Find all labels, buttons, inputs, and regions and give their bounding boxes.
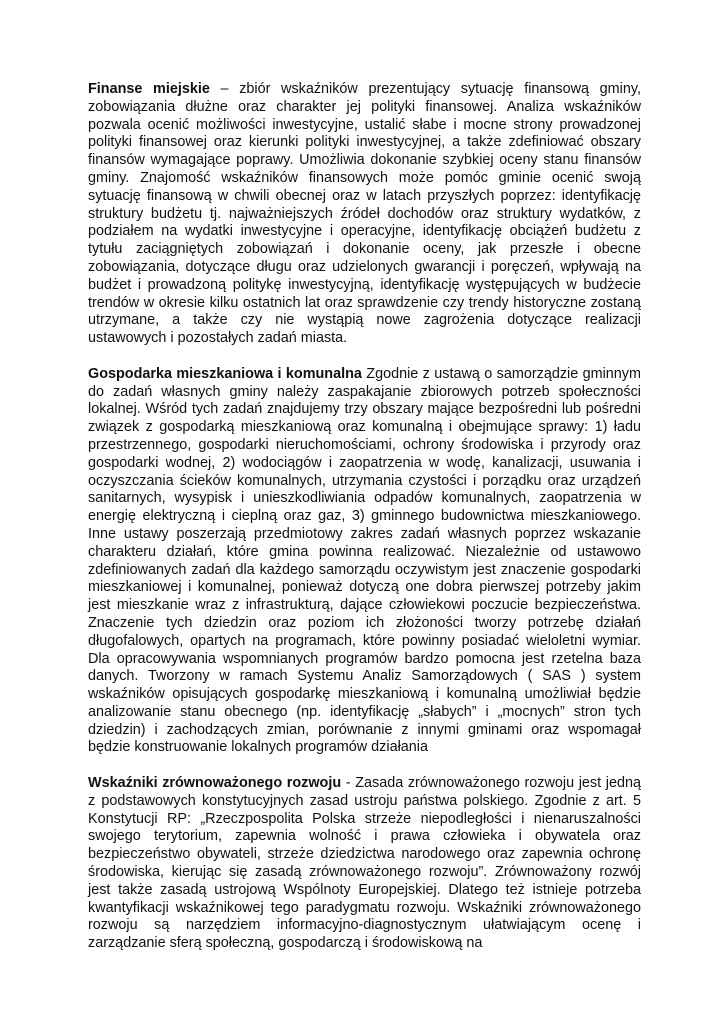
section-text: - Zasada zrównoważonego rozwoju jest jedną z podstawowych konstytucyjnych zasad ustroju państwa polskiego. Zgodnie z art. 5 Konstytucji RP: „Rzeczpospolita Polska strzeże niepodległości i nienaruszalności swojego terytorium, zapewnia wolność i prawa człowieka i obywatela oraz bezpieczeństwo obywateli, strzeże dziedzictwa narodowego oraz zapewnia ochronę środowiska, kierując się zasadą zrównoważonego rozwoju”. Zrównoważony rozwój jest także zasadą ustrojową Wspólnoty Europejskiej. Dlatego też istnieje potrzeba kwantyfikacji wskaźnikowej tego paradygmatu rozwoju. Wskaźniki zrównoważonego rozwoju są narzędziem informacyjno-diagnostycznym ułatwiającym ocenę i zarządzanie sferą społeczną, gospodarczą i środowiskową na xyxy=(88,775,641,952)
section-text: – zbiór wskaźników prezentujący sytuację finansową gminy, zobowiązania dłużne oraz charakter jej polityki finansowej. Analiza wskaźników pozwala ocenić możliwości inwestycyjne, ustalić słabe i mocne strony prowadzonej polityki finansowej oraz kierunki polityki inwestycyjnej, a także zdefiniować obszary finansów wymagające poprawy. Umożliwia dokonanie szybkiej oceny stanu finansów gminy. Znajomość wskaźników finansowych może pomóc gminie ocenić swoją sytuację finansową w chwili obecnej oraz w latach przyszłych poprzez: identyfikację struktury budżetu tj. najważniejszych źródeł dochodów oraz struktury wydatków, z podziałem na wydatki inwestycyjne i operacyjne, identyfikację obciążeń budżetu z tytułu zaciągniętych zobowiązań i dokonanie oceny, jak przeszłe i obecne zobowiązania, dotyczące długu oraz udzielonych gwarancji i poręczeń, wpływają na budżet i prowadzoną politykę inwestycyjną, identyfikację występujących w budżecie trendów w okresie kilku ostatnich lat oraz sprawdzenie czy trendy historyczne zostaną utrzymane, a także czy nie wystąpią nowe zagrożenia dotyczące realizacji ustawowych i pozostałych zadań miasta. xyxy=(88,81,641,347)
document-body xyxy=(88,81,641,971)
section-heading: Gospodarka mieszkaniowa i komunalna xyxy=(88,365,362,382)
section-wskazniki-zrownowazonego-rozwoju xyxy=(88,775,641,953)
section-heading: Finanse miejskie xyxy=(88,81,210,97)
section-gospodarka-mieszkaniowa xyxy=(88,366,641,758)
section-finanse-miejskie xyxy=(88,81,641,348)
section-text: Zgodnie z ustawą o samorządzie gminnym do zadań własnych gminy należy zaspakajanie zbiorowych potrzeb społeczności lokalnej. Wśród tych zadań znajdujemy trzy obszary mające bezpośredni lub pośredni związek z gospodarką mieszkaniową oraz komunalną i obejmujące sprawy: 1) ładu przestrzennego, gospodarki nieruchomościami, ochrony środowiska i przyrody oraz gospodarki wodnej, 2) wodociągów i zaopatrzenia w wodę, kanalizacji, usuwania i oczyszczania ścieków komunalnych, utrzymania czystości i porządku oraz urządzeń sanitarnych, wysypisk i unieszkodliwiania odpadów komunalnych, zaopatrzenia w energię elektryczną i cieplną oraz gaz, 3) gminnego budownictwa mieszkaniowego. Inne ustawy poszerzają przedmiotowy zakres zadań własnych poprzez wskazanie charakteru działań, które gmina powinna realizować. Niezależnie od ustawowo zdefiniowanych zadań dla każdego samorządu oczywistym jest znaczenie gospodarki mieszkaniowej i komunalnej, ponieważ dotyczą one dobra pierwszej potrzeby jakim jest mieszkanie wraz z infrastrukturą, dające człowiekowi poczucie bezpieczeństwa. Znaczenie tych dziedzin oraz poziom ich złożoności tworzy potrzebę działań długofalowych, opartych na programach, które powinny posiadać wieloletni wymiar. Dla opracowywania wspomnianych programów bardzo pomocna jest rzetelna baza danych. Tworzony w ramach Systemu Analiz Samorządowych ( SAS ) system wskaźników opisujących gospodarkę mieszkaniową i komunalną umożliwiał będzie analizowanie stanu obecnego (np. identyfikację „słabych” i „mocnych” stron tych dziedzin) i zachodzących zmian, porównanie z innymi gminami oraz wspomagał będzie konstruowanie lokalnych programów działania xyxy=(88,365,641,756)
section-heading: Wskaźniki zrównoważonego rozwoju xyxy=(88,775,342,792)
